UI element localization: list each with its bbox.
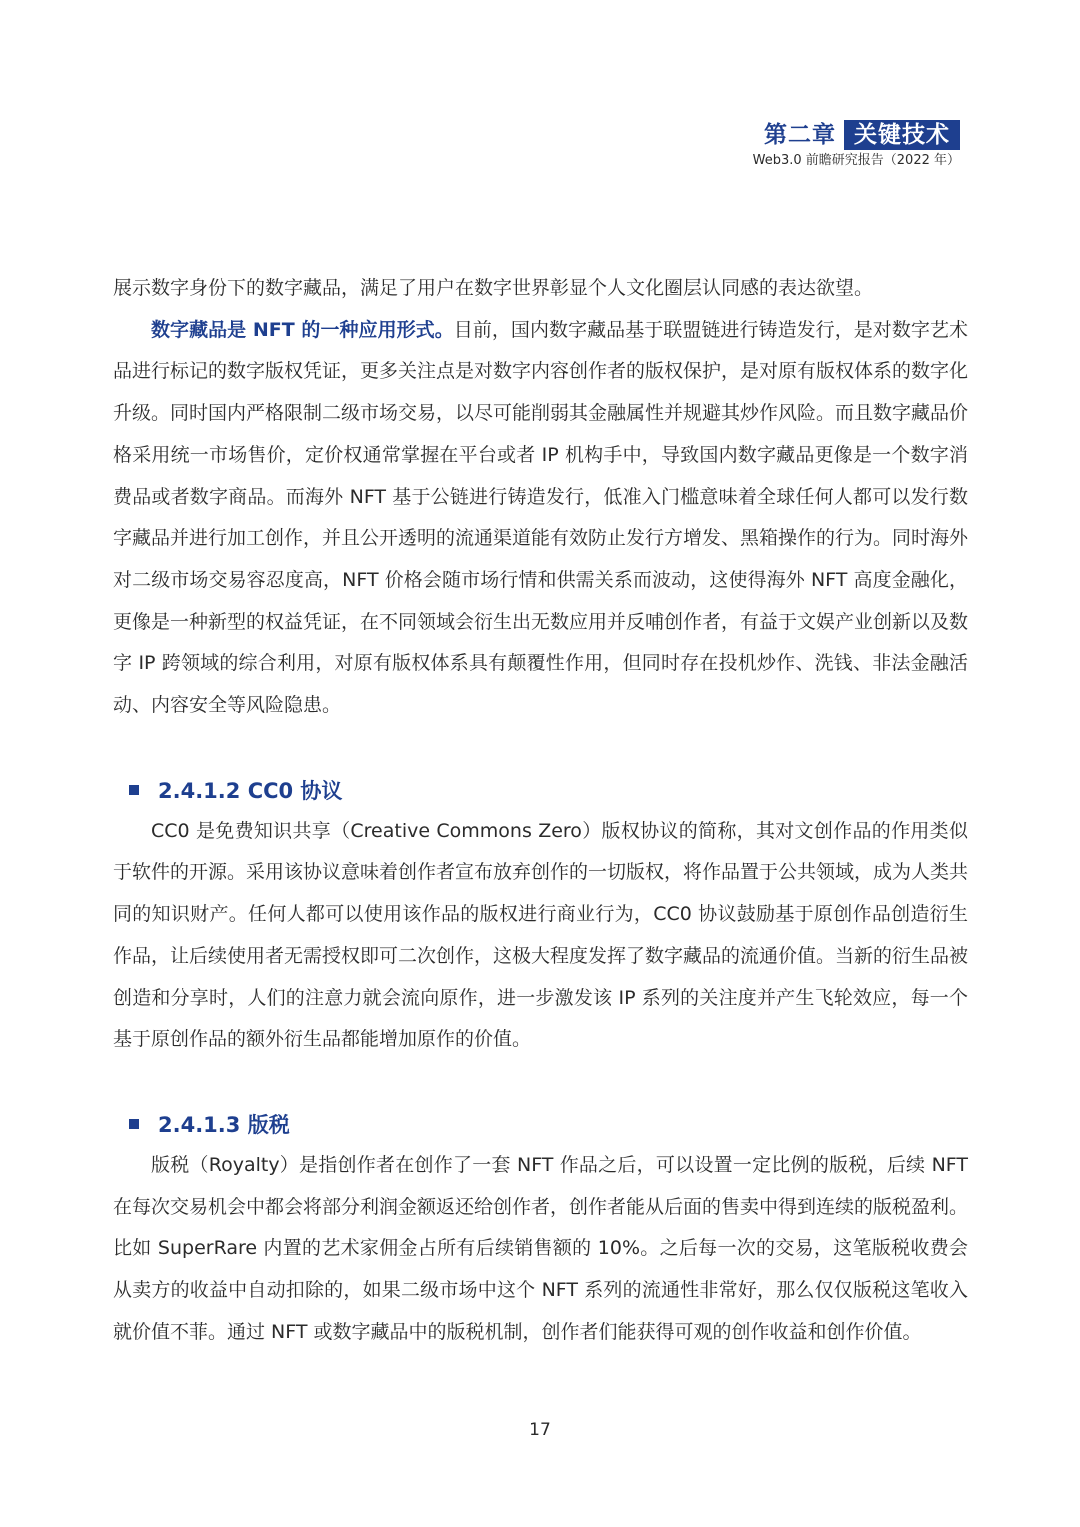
section-spacer xyxy=(113,1061,968,1103)
page-number: 17 xyxy=(529,1420,551,1440)
chapter-number: 第二章 xyxy=(764,122,836,148)
chapter-name: 关键技术 xyxy=(844,120,960,150)
paragraph-intro: 展示数字身份下的数字藏品，满足了用户在数字世界彰显个人文化圈层认同感的表达欲望。 xyxy=(113,277,874,299)
section-heading-royalty xyxy=(113,1103,968,1145)
page-header xyxy=(753,120,960,170)
paragraph-nft-form xyxy=(113,310,968,727)
paragraph-text: 目前，国内数字藏品基于联盟链进行铸造发行，是对数字艺术品进行标记的数字版权凭证，更多关注点是对数字内容创作者的版权保护，是对原有版权体系的数字化升级。同时国内严格限制二级市场交易，以尽可能削弱其金融属性并规避其炒作风险。而且数字藏品价格采用统一市场售价，定价权通常掌握在平台或者 IP 机构手中，导致国内数字藏品更像是一个数字消费品或者数字商品。而海外 NFT 基于公链进行铸造发行，低准入门槛意味着全球任何人都可以发行数字藏品并进行加工创作，并且公开透明的流通渠道能有效防止发行方增发、黑箱操作的行为。同时海外对二级市场交易容忍度高，NFT 价格会随市场行情和供需关系而波动，这使得海外 NFT 高度金融化，更像是一种新型的权益凭证，在不同领域会衍生出无数应用并反哺创作者，有益于文娱产业创新以及数字 IP 跨领域的综合利用，对原有版权体系具有颠覆性作用，但同时存在投机炒作、洗钱、非法金融活动、内容安全等风险隐患。 xyxy=(113,318,969,717)
section-spacer xyxy=(113,727,968,769)
square-bullet-icon xyxy=(129,1119,139,1129)
section-heading-cc0 xyxy=(113,769,968,811)
paragraph-royalty: 版税（Royalty）是指创作者在创作了一套 NFT 作品之后，可以设置一定比例的版税，后续 NFT 在每次交易机会中都会将部分利润金额返还给创作者，创作者能从后面的售卖中得到连续的版税盈利。比如 SuperRare 内置的艺术家佣金占所有后续销售额的 10%。之后每一次的交易，这笔版税收费会从卖方的收益中自动扣除的，如果二级市场中这个 NFT 系列的流通性非常好，那么仅仅版税这笔收入就价值不菲。通过 NFT 或数字藏品中的版税机制，创作者们能获得可观的创作收益和创作价值。 xyxy=(113,1153,969,1343)
chapter-title xyxy=(753,120,960,150)
paragraph-cc0: CC0 是免费知识共享（Creative Commons Zero）版权协议的简称，其对文创作品的作用类似于软件的开源。采用该协议意味着创作者宣布放弃创作的一切版权，将作品置于公共领域，成为人类共同的知识财产。任何人都可以使用该作品的版权进行商业行为，CC0 协议鼓励基于原创作品创造衍生作品，让后续使用者无需授权即可二次创作，这极大程度发挥了数字藏品的流通价值。当新的衍生品被创造和分享时，人们的注意力就会流向原作，进一步激发该 IP 系列的关注度并产生飞轮效应，每一个基于原创作品的额外衍生品都能增加原作的价值。 xyxy=(113,819,969,1051)
main-content xyxy=(113,268,968,1353)
square-bullet-icon xyxy=(129,785,139,795)
report-subtitle: Web3.0 前瞻研究报告（2022 年） xyxy=(752,153,960,168)
section-title: 2.4.1.2 CC0 协议 xyxy=(158,778,343,803)
section-title: 2.4.1.3 版税 xyxy=(158,1112,290,1137)
highlight-text: 数字藏品是 NFT 的一种应用形式。 xyxy=(151,318,454,341)
